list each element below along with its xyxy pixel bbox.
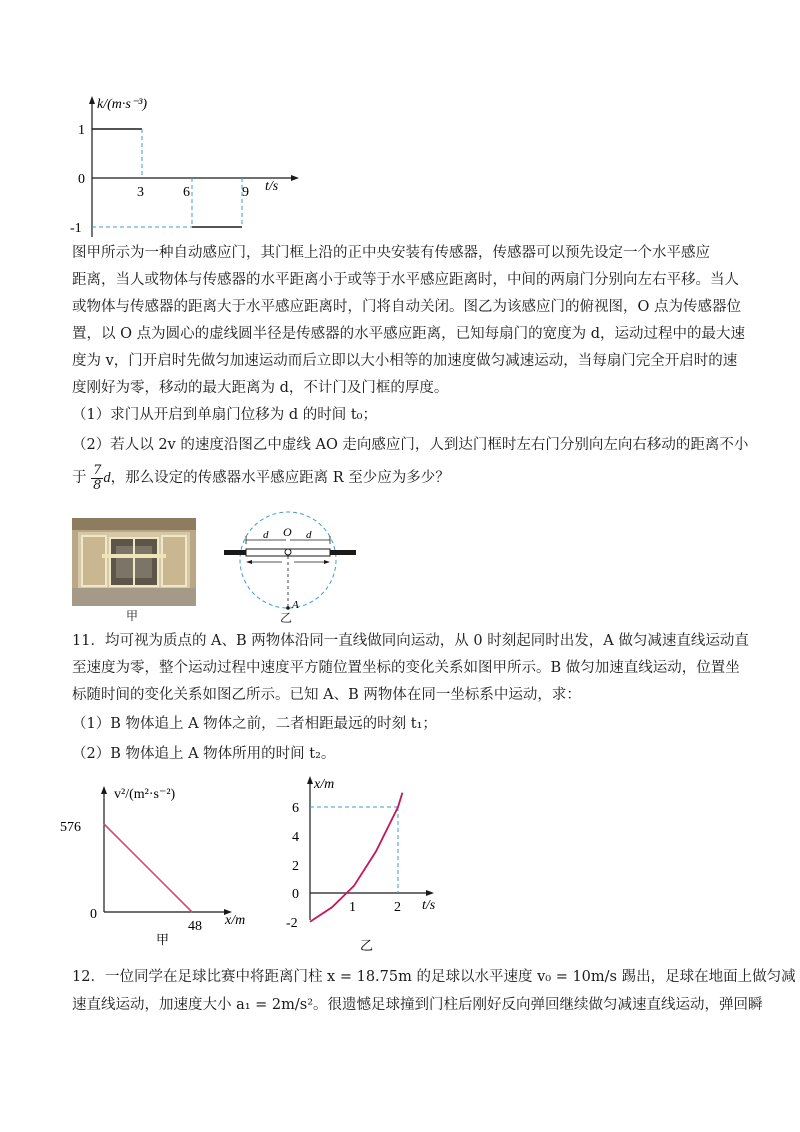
q11-sub-1: （1）B 物体追上 A 物体之前，二者相距最远的时刻 t₁； bbox=[72, 716, 437, 732]
chart-jia-caption: 甲 bbox=[156, 933, 170, 948]
door-top-view-diagram bbox=[224, 510, 356, 614]
q10-sub-2-line-1: （2）若人以 2v 的速度沿图乙中虚线 AO 走向感应门，人到达门框时左右门分别向左向右移动的距离不小 bbox=[72, 437, 749, 453]
fig-yi-caption: 乙 bbox=[280, 611, 293, 625]
right-wall bbox=[330, 550, 356, 555]
chart-yi-y-arrow bbox=[307, 776, 313, 784]
q10-line-1: 图甲所示为一种自动感应门，其门框上沿的正中央安装有传感器，传感器可以预先设定一个水平感应 bbox=[72, 245, 710, 261]
fraction-variable: d bbox=[103, 470, 111, 486]
x-axis-arrow bbox=[291, 175, 299, 181]
chart-jia-ylabel: v²/(m²·s⁻²) bbox=[114, 787, 176, 802]
left-wall bbox=[224, 550, 246, 555]
q11-line-3: 标随时间的变化关系如图乙所示。已知 A、B 两物体在同一坐标系中运动，求： bbox=[72, 687, 581, 703]
fig-jia-caption: 甲 bbox=[126, 609, 139, 623]
graph-xlabel: t/s bbox=[265, 179, 279, 194]
q10-line-2: 距离，当人或物体与传感器的水平距离小于或等于水平感应距离时，中间的两扇门分别向左右平移。当人 bbox=[72, 272, 739, 288]
chart-yi-xtick-1: 1 bbox=[349, 900, 356, 915]
chart-yi-ytick-minus-2: -2 bbox=[286, 916, 298, 931]
chart-yi-series-curve bbox=[310, 793, 402, 922]
q10-line-5: 度为 v，门开启时先做匀加速运动而后立即以大小相等的加速度做匀减速运动，当每扇门完全开启时的速 bbox=[72, 353, 738, 369]
q12-line-2: 速直线运动，加速度大小 a₁ = 2m/s²。很遗憾足球撞到门柱后刚好反向弹回继续做匀减速直线运动，弹回瞬 bbox=[72, 997, 763, 1013]
chart-jia-xtick-48: 48 bbox=[188, 919, 202, 934]
q10-line-6: 度刚好为零，移动的最大距离为 d，不计门及门框的厚度。 bbox=[72, 380, 449, 396]
chart-yi-xlabel: t/s bbox=[422, 898, 436, 913]
q10-sub-2-suffix: ，那么设定的传感器水平感应距离 R 至少应为多少？ bbox=[110, 470, 450, 486]
label-d-right: d bbox=[306, 529, 312, 541]
chart-yi-caption: 乙 bbox=[360, 939, 374, 954]
q10-sub-1: （1）求门从开启到单扇门位移为 d 的时间 t₀； bbox=[72, 407, 377, 423]
fraction-denominator: 8 bbox=[93, 477, 102, 493]
y-tick-1: 1 bbox=[78, 123, 85, 138]
x-tick-3: 3 bbox=[137, 185, 144, 200]
chart-yi-ytick-6: 6 bbox=[292, 801, 299, 816]
x-tick-9: 9 bbox=[242, 185, 249, 200]
label-a: A bbox=[292, 599, 299, 611]
fraction-seven-eighths bbox=[91, 464, 103, 493]
q11-line-2: 至速度为零，整个运动过程中速度平方随位置坐标的变化关系如图甲所示。B 做匀加速直线运动，位置坐 bbox=[72, 660, 740, 676]
chart-yi-xtick-2: 2 bbox=[394, 900, 401, 915]
chart-yi-ytick-0: 0 bbox=[292, 887, 299, 902]
q10-line-3: 或物体与传感器的距离大于水平感应距离时，门将自动关闭。图乙为该感应门的俯视图，O 点为传感器位 bbox=[72, 299, 741, 315]
right-door bbox=[288, 549, 330, 556]
chart-yi-ylabel: x/m bbox=[314, 777, 335, 792]
sensor-point-o bbox=[285, 549, 291, 555]
chart-yi-ytick-4: 4 bbox=[292, 830, 299, 845]
q10-sub-2-line-2 bbox=[72, 460, 450, 496]
y-axis-arrow bbox=[89, 96, 95, 104]
k-t-graph bbox=[70, 92, 300, 240]
label-d-left: d bbox=[263, 529, 269, 541]
y-tick-0: 0 bbox=[78, 172, 85, 187]
label-o: O bbox=[283, 525, 292, 539]
chart-yi-x-arrow bbox=[426, 890, 434, 896]
fraction-numerator: 7 bbox=[93, 462, 102, 478]
q11-line-1: 11．均可视为质点的 A、B 两物体沿同一直线做同向运动，从 0 时刻起同时出发，A 做匀减速直线运动直 bbox=[72, 633, 749, 649]
chart-jia-xlabel: x/m bbox=[225, 913, 246, 928]
q10-line-4: 置，以 O 点为圆心的虚线圆半径是传感器的水平感应距离，已知每扇门的宽度为 d，运动过程中的最大速 bbox=[72, 326, 745, 342]
chart-jia-y-arrow bbox=[101, 786, 107, 794]
x-tick-6: 6 bbox=[183, 185, 190, 200]
v2-x-chart bbox=[60, 778, 260, 948]
y-tick-minus-1: -1 bbox=[70, 221, 82, 236]
x-t-chart bbox=[280, 768, 450, 958]
chart-jia-ytick-0: 0 bbox=[90, 907, 97, 922]
q11-sub-2: （2）B 物体追上 A 物体所用的时间 t₂。 bbox=[72, 746, 336, 762]
door-photo bbox=[72, 518, 196, 606]
chart-yi-ytick-2: 2 bbox=[292, 859, 299, 874]
chart-jia-series-line bbox=[104, 824, 192, 912]
q12-line-1: 12．一位同学在足球比赛中将距离门柱 x = 18.75m 的足球以水平速度 v₀ = 10m/s 踢出，足球在地面上做匀减 bbox=[72, 969, 796, 985]
graph-ylabel: k/(m·s⁻³) bbox=[97, 97, 148, 112]
q10-sub-2-prefix: 于 bbox=[72, 470, 87, 486]
chart-jia-ytick-576: 576 bbox=[60, 820, 81, 835]
left-door bbox=[246, 549, 288, 556]
